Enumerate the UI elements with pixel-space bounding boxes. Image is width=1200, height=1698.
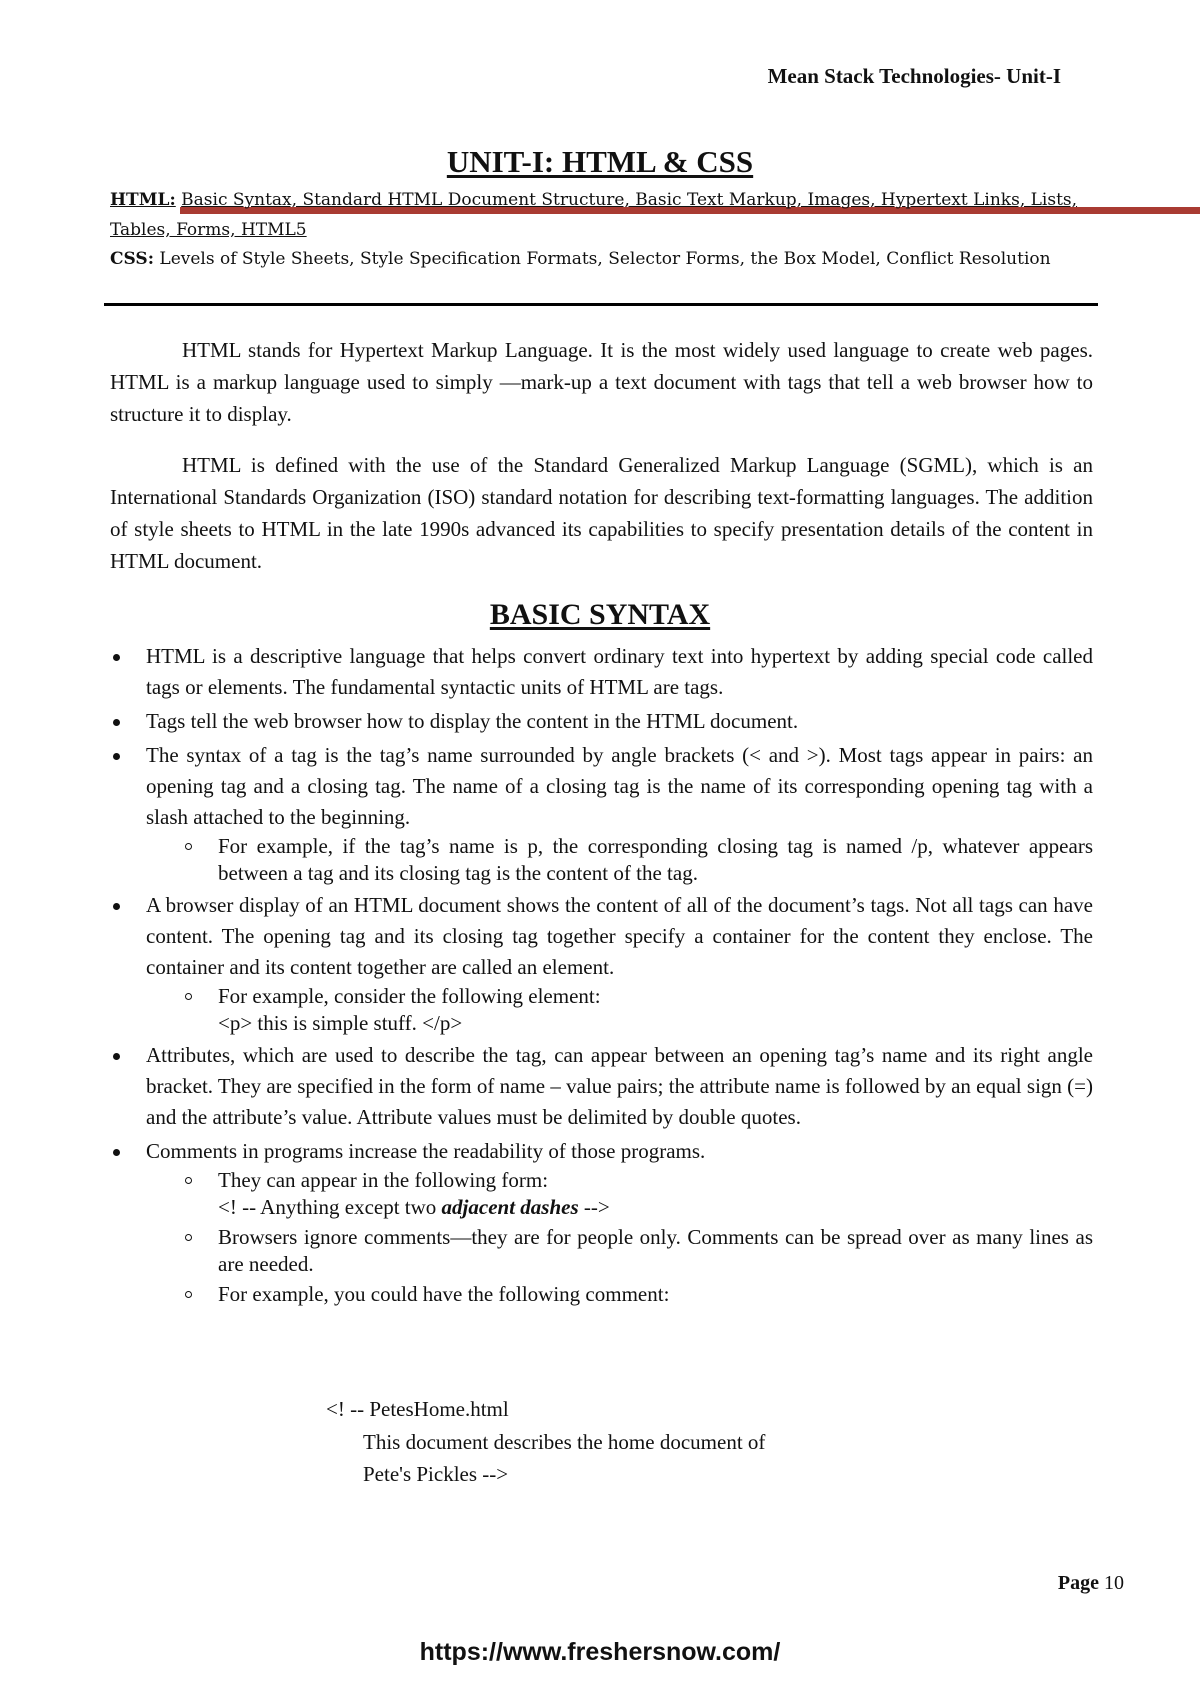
syllabus: [110, 186, 1095, 275]
code-example: <p> this is simple stuff. </p>: [218, 1011, 463, 1035]
sub-list-item-text: For example, you could have the following comment:: [218, 1282, 670, 1306]
list-item-text: Comments in programs increase the readability of those programs.: [146, 1139, 706, 1163]
bullet-dot-icon: [113, 1149, 120, 1156]
page-number-value: 10: [1104, 1572, 1124, 1594]
bullet-circle-icon: [185, 1291, 192, 1298]
unit-title: UNIT-I: HTML & CSS: [446, 144, 754, 179]
sub-list-item-text: For example, consider the following element:: [218, 984, 601, 1008]
list-item-text: Tags tell the web browser how to display the content in the HTML document.: [146, 709, 799, 733]
list-item: [110, 706, 1093, 737]
bullet-dot-icon: [113, 753, 120, 760]
basic-syntax-list: [110, 641, 1093, 1311]
sub-list-item-text: They can appear in the following form:: [218, 1168, 549, 1192]
code-example-emphasis: adjacent dashes: [441, 1195, 579, 1219]
bullet-dot-icon: [113, 1053, 120, 1060]
syllabus-css: [110, 245, 1095, 275]
list-item-text: A browser display of an HTML document shows the content of all of the document’s tags. Not all tags can have content. The opening tag and its closing tag together specify a container for the content they enclose. The container and its content together are called an element.: [146, 893, 1093, 979]
syllabus-html-topics: Basic Syntax, Standard HTML Document Structure, Basic Text Markup, Images, Hypertext Links, Lists, Tables, Forms, HTML5: [110, 190, 1078, 240]
list-item-text: HTML is a descriptive language that helps convert ordinary text into hypertext by adding special code called tags or elements. The fundamental syntactic units of HTML are tags.: [146, 644, 1093, 699]
code-example-start: <! -- Anything except two: [218, 1195, 442, 1219]
list-item-text: Attributes, which are used to describe the tag, can appear between an opening tag’s name and its right angle bracket. They are specified in the form of name – value pairs; the attribute name is followed by an equal sign (=) and the attribute’s value. Attribute values must be delimited by double quotes.: [146, 1043, 1093, 1129]
comment-example-block: [326, 1393, 765, 1491]
list-item: [110, 1040, 1093, 1133]
list-item: [110, 1136, 1093, 1308]
syllabus-html: [110, 186, 1095, 245]
intro-section: [110, 334, 1093, 596]
sub-list-item: [110, 833, 1093, 887]
bullet-circle-icon: [185, 1234, 192, 1241]
list-item: [110, 641, 1093, 703]
sub-list-item: [110, 983, 1093, 1037]
comment-example-line: This document describes the home document of: [363, 1429, 766, 1454]
page-number: [1058, 1572, 1124, 1595]
comment-example-line: <! -- PetesHome.html: [326, 1397, 509, 1421]
intro-paragraph-1: HTML stands for Hypertext Markup Language. It is the most widely used language to create web pages. HTML is a markup language used to simply ―mark-up a text document with tags that tell a web browser how to structure it to display.: [110, 338, 1093, 426]
sub-list-item: [110, 1281, 1093, 1308]
sub-list-item: [110, 1224, 1093, 1278]
bullet-circle-icon: [185, 993, 192, 1000]
code-example: [218, 1194, 1093, 1221]
bullet-circle-icon: [185, 843, 192, 850]
sub-list-item-text: Browsers ignore comments—they are for people only. Comments can be spread over as many lines as are needed.: [218, 1225, 1093, 1276]
bullet-dot-icon: [113, 719, 120, 726]
code-example-end: -->: [578, 1195, 610, 1219]
bullet-dot-icon: [113, 654, 120, 661]
sub-list-item-text: For example, if the tag’s name is p, the corresponding closing tag is named /p, whatever appears between a tag and its closing tag is the content of the tag.: [218, 834, 1093, 885]
bullet-circle-icon: [185, 1177, 192, 1184]
syllabus-html-label: HTML:: [110, 190, 176, 210]
list-item-text: The syntax of a tag is the tag’s name surrounded by angle brackets (< and >). Most tags appear in pairs: an opening tag and a closing tag. The name of a closing tag is the name of its corresponding opening tag with a slash attached to the beginning.: [146, 743, 1093, 829]
sub-list-item: [110, 1167, 1093, 1221]
syllabus-css-label: CSS:: [110, 249, 154, 269]
list-item: [110, 740, 1093, 887]
header-course-title: Mean Stack Technologies- Unit-I: [767, 64, 1061, 88]
list-item: [110, 890, 1093, 1037]
section-heading-basic-syntax: BASIC SYNTAX: [489, 598, 711, 631]
syllabus-css-topics: Levels of Style Sheets, Style Specification Formats, Selector Forms, the Box Model, Conflict Resolution: [159, 249, 1051, 269]
footer-url-link[interactable]: https://www.freshersnow.com/: [419, 1638, 781, 1666]
intro-paragraph-2: HTML is defined with the use of the Standard Generalized Markup Language (SGML), which is an International Standards Organization (ISO) standard notation for describing text-formatting languages. The addition of style sheets to HTML in the late 1990s advanced its capabilities to specify presentation details of the content in HTML document.: [110, 453, 1093, 573]
comment-example-line: Pete's Pickles -->: [363, 1462, 509, 1486]
syllabus-divider: [104, 303, 1098, 306]
bullet-dot-icon: [113, 903, 120, 910]
page-number-label: Page: [1057, 1572, 1099, 1594]
